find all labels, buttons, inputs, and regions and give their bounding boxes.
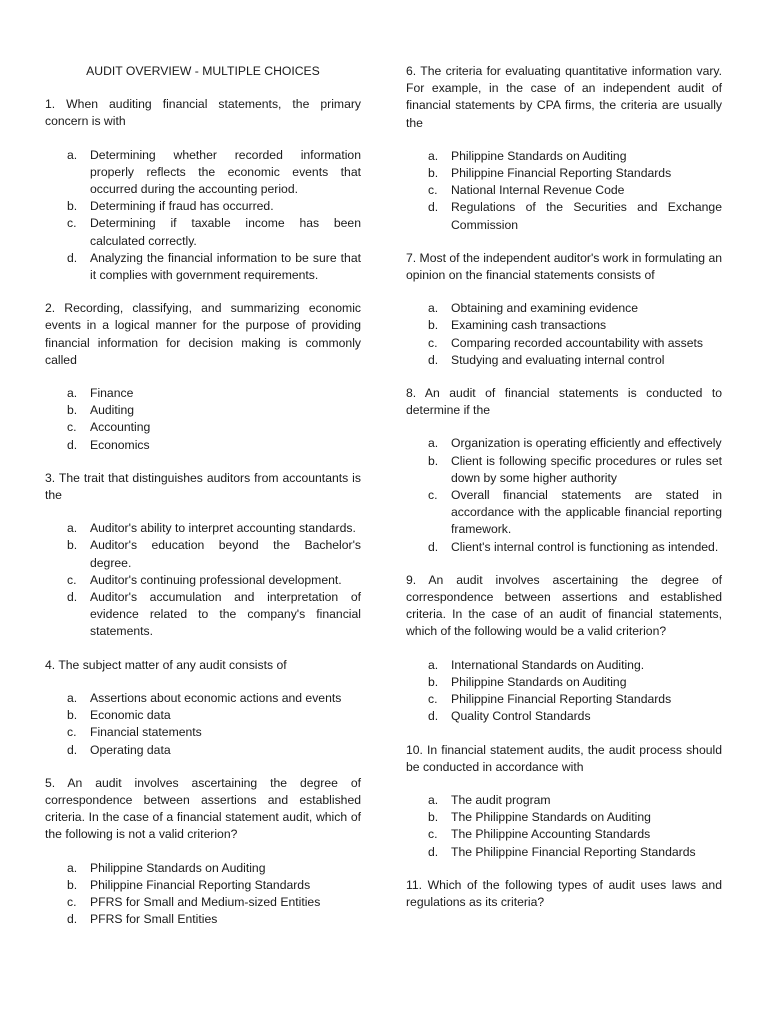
option-text: National Internal Revenue Code	[451, 183, 625, 198]
option-text: Overall financial statements are stated in accordance with the applicable financial reporting framework.	[451, 488, 722, 537]
option-letter: c.	[67, 725, 77, 740]
option-item	[406, 809, 722, 826]
option-letter: d.	[428, 844, 439, 859]
option-text: Auditor's education beyond the Bachelor's degree.	[90, 538, 361, 570]
option-letter: a.	[428, 792, 439, 807]
option-item	[406, 352, 722, 369]
option-text: Accounting	[90, 420, 151, 435]
option-text: Philippine Financial Reporting Standards	[451, 166, 672, 181]
question-text: 10. In financial statement audits, the audit process should be conducted in accordance with	[406, 742, 722, 774]
option-item	[45, 572, 361, 589]
option-list	[406, 148, 722, 234]
option-text: Organization is operating efficiently and effectively	[451, 436, 722, 451]
question-text: 8. An audit of financial statements is conducted to determine if the	[406, 386, 722, 418]
option-text: Client's internal control is functioning as intended.	[451, 539, 719, 554]
option-text: Finance	[90, 386, 134, 401]
option-list	[45, 147, 361, 285]
option-letter: a.	[67, 690, 78, 705]
option-text: Determining whether recorded information properly reflects the economic events that occurred during the accounting period.	[90, 147, 361, 197]
option-text: Client is following specific procedures or rules set down by some higher authority	[451, 453, 722, 485]
option-item	[406, 487, 722, 539]
option-list	[45, 690, 361, 759]
question-11	[406, 877, 722, 911]
option-item	[406, 539, 722, 556]
option-letter: a.	[67, 386, 78, 401]
question-text: 9. An audit involves ascertaining the degree of correspondence between assertions and established criteria. In the case of an audit of financial statements, which of the following would be a valid criterion?	[406, 572, 722, 639]
option-letter: c.	[67, 216, 77, 231]
option-letter: b.	[67, 538, 78, 553]
option-item	[406, 826, 722, 843]
option-letter: b.	[428, 318, 439, 333]
question-7	[406, 250, 722, 369]
option-text: Regulations of the Securities and Exchange Commission	[451, 200, 722, 232]
option-letter: c.	[67, 894, 77, 909]
option-item	[45, 215, 361, 249]
option-letter: a.	[67, 147, 78, 162]
option-text: Financial statements	[90, 725, 202, 740]
option-list	[45, 520, 361, 640]
option-text: Analyzing the financial information to be sure that it complies with government requirements.	[90, 250, 361, 283]
option-text: Economics	[90, 437, 150, 452]
question-text: 11. Which of the following types of audit uses laws and regulations as its criteria?	[406, 877, 722, 909]
option-item	[45, 742, 361, 759]
option-text: Assertions about economic actions and events	[90, 690, 342, 705]
question-10	[406, 742, 722, 861]
option-text: Philippine Standards on Auditing	[451, 674, 627, 689]
option-text: Studying and evaluating internal control	[451, 352, 665, 367]
option-text: The Philippine Financial Reporting Standards	[451, 844, 696, 859]
question-8	[406, 385, 722, 556]
option-letter: b.	[428, 453, 439, 468]
option-letter: a.	[428, 657, 439, 672]
option-text: Comparing recorded accountability with assets	[451, 335, 703, 350]
option-letter: a.	[428, 436, 439, 451]
question-2	[45, 300, 361, 454]
option-letter: c.	[428, 335, 438, 350]
option-item	[406, 691, 722, 708]
option-text: Quality Control Standards	[451, 709, 591, 724]
option-text: Philippine Standards on Auditing	[90, 860, 266, 875]
option-letter: b.	[428, 166, 439, 181]
option-letter: c.	[428, 827, 438, 842]
option-item	[45, 537, 361, 571]
option-list	[45, 860, 361, 929]
question-text: 1. When auditing financial statements, the primary concern is with	[45, 97, 361, 129]
option-list	[45, 385, 361, 454]
option-letter: c.	[67, 420, 77, 435]
option-text: Examining cash transactions	[451, 318, 607, 333]
option-item	[406, 674, 722, 691]
option-item	[45, 911, 361, 928]
option-letter: c.	[428, 183, 438, 198]
option-item	[406, 335, 722, 352]
option-text: Operating data	[90, 742, 171, 757]
option-item	[45, 877, 361, 894]
question-text: 6. The criteria for evaluating quantitative information vary. For example, in the case of an independent audit of financial statements by CPA firms, the criteria are usually the	[406, 64, 722, 130]
left-column	[45, 63, 361, 944]
option-list	[406, 657, 722, 726]
option-letter: c.	[67, 572, 77, 587]
option-letter: a.	[67, 860, 78, 875]
option-item	[45, 385, 361, 402]
option-letter: b.	[67, 877, 78, 892]
option-item	[45, 250, 361, 284]
option-letter: d.	[67, 912, 78, 927]
option-item	[406, 792, 722, 809]
option-text: Auditor's accumulation and interpretation of evidence related to the company's financial statements.	[90, 590, 361, 639]
question-9	[406, 572, 722, 726]
option-text: PFRS for Small Entities	[90, 912, 218, 927]
question-5	[45, 775, 361, 929]
option-item	[45, 860, 361, 877]
option-text: Auditor's ability to interpret accounting standards.	[90, 521, 356, 536]
option-item	[45, 690, 361, 707]
option-letter: a.	[67, 521, 78, 536]
option-item	[45, 147, 361, 199]
option-letter: c.	[428, 488, 438, 503]
option-item	[406, 844, 722, 861]
option-item	[45, 198, 361, 215]
option-letter: d.	[428, 200, 439, 215]
option-item	[45, 707, 361, 724]
page-title: AUDIT OVERVIEW - MULTIPLE CHOICES	[86, 64, 320, 78]
option-text: Philippine Financial Reporting Standards	[90, 877, 311, 892]
option-item	[406, 708, 722, 725]
question-text: 4. The subject matter of any audit consists of	[45, 657, 287, 672]
option-item	[406, 199, 722, 233]
option-item	[406, 317, 722, 334]
option-text: The Philippine Standards on Auditing	[451, 810, 651, 825]
option-text: Obtaining and examining evidence	[451, 301, 639, 316]
option-text: Determining if taxable income has been calculated correctly.	[90, 216, 361, 248]
question-6	[406, 63, 722, 234]
question-1	[45, 96, 361, 284]
question-text: 5. An audit involves ascertaining the degree of correspondence between assertions and established criteria. In the case of a financial statement audit, which of the following is not a valid criterion?	[45, 775, 361, 842]
option-item	[45, 437, 361, 454]
option-letter: a.	[428, 148, 439, 163]
option-item	[406, 148, 722, 165]
option-item	[45, 589, 361, 641]
right-column	[406, 63, 722, 927]
option-letter: b.	[428, 674, 439, 689]
question-text: 3. The trait that distinguishes auditors from accountants is the	[45, 470, 361, 503]
question-4	[45, 657, 361, 759]
question-text: 2. Recording, classifying, and summarizing economic events in a logical manner for the purpose of providing financial information for decision making is commonly called	[45, 301, 361, 367]
question-3	[45, 470, 361, 641]
option-letter: d.	[428, 709, 439, 724]
option-list	[406, 435, 722, 555]
option-text: Philippine Financial Reporting Standards	[451, 692, 672, 707]
option-letter: d.	[428, 352, 439, 367]
option-text: PFRS for Small and Medium-sized Entities	[90, 894, 321, 909]
option-item	[406, 453, 722, 487]
option-item	[45, 520, 361, 537]
option-letter: b.	[428, 810, 439, 825]
option-letter: d.	[67, 437, 78, 452]
option-list	[406, 300, 722, 369]
option-text: Auditor's continuing professional development.	[90, 572, 342, 587]
option-letter: c.	[428, 692, 438, 707]
option-list	[406, 792, 722, 861]
option-text: The audit program	[451, 792, 551, 807]
option-text: International Standards on Auditing.	[451, 657, 645, 672]
option-letter: b.	[67, 403, 78, 418]
option-text: Philippine Standards on Auditing	[451, 148, 627, 163]
option-item	[45, 894, 361, 911]
option-item	[406, 657, 722, 674]
option-letter: d.	[67, 742, 78, 757]
option-item	[406, 435, 722, 452]
option-item	[45, 724, 361, 741]
option-item	[45, 419, 361, 436]
option-letter: b.	[67, 708, 78, 723]
option-letter: b.	[67, 199, 78, 214]
option-letter: d.	[67, 250, 78, 265]
option-item	[406, 165, 722, 182]
option-text: Auditing	[90, 403, 135, 418]
option-letter: d.	[67, 590, 78, 605]
option-item	[45, 402, 361, 419]
option-text: Economic data	[90, 708, 171, 723]
option-item	[406, 182, 722, 199]
option-letter: d.	[428, 539, 439, 554]
option-item	[406, 300, 722, 317]
option-text: Determining if fraud has occurred.	[90, 199, 274, 214]
question-text: 7. Most of the independent auditor's work in formulating an opinion on the financial statements consists of	[406, 250, 723, 283]
option-text: The Philippine Accounting Standards	[451, 827, 651, 842]
option-letter: a.	[428, 301, 439, 316]
